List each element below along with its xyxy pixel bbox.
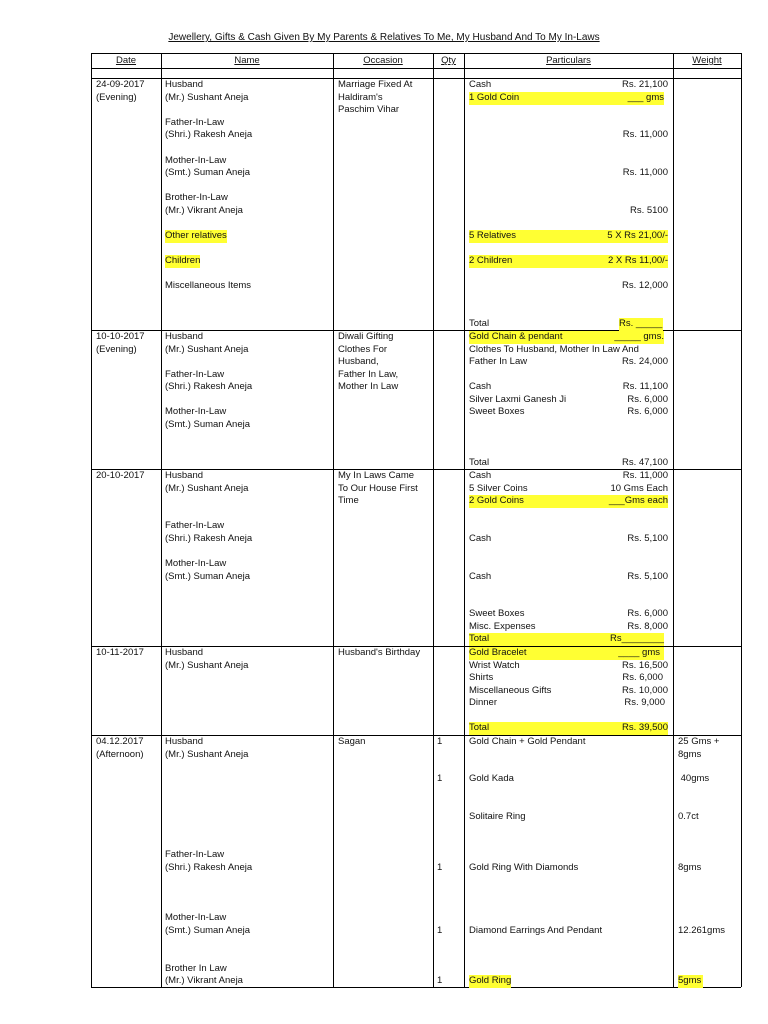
row1-date-time: (Evening) bbox=[96, 92, 137, 103]
row5-weight-4: 8gms bbox=[678, 862, 702, 873]
row3-total-label: Total bbox=[469, 633, 490, 644]
row1-name-mother-full: (Smt.) Suman Aneja bbox=[165, 167, 251, 178]
row3-amount-cash-mother: Rs. 5,100 bbox=[627, 571, 668, 582]
row5-qty-1: 1 bbox=[437, 736, 443, 747]
row4-particular-watch: Wrist Watch bbox=[469, 660, 520, 671]
row3-particular-sweets: Sweet Boxes bbox=[469, 608, 525, 619]
column-divider-occasion-qty bbox=[433, 53, 434, 987]
header-weight: Weight bbox=[692, 55, 722, 66]
row4-bracelet-amount: ____ gms bbox=[618, 647, 660, 658]
row2-particular-gold-chain bbox=[469, 331, 664, 344]
row1-children-amount: 2 X Rs 11,00/- bbox=[607, 255, 668, 266]
row5-name-husband-full: (Mr.) Sushant Aneja bbox=[165, 749, 249, 760]
row5-name-brother-full: (Mr.) Vikrant Aneja bbox=[165, 975, 243, 986]
row1-name-husband: Husband bbox=[165, 79, 204, 90]
row2-occasion-line4: Father In Law, bbox=[338, 369, 399, 380]
row5-particular-5: Diamond Earrings And Pendant bbox=[469, 925, 603, 936]
row3-amount-silver-coins: 10 Gms Each bbox=[610, 483, 668, 494]
row3-particular-cash-mother: Cash bbox=[469, 571, 492, 582]
row3-particular-cash: Cash bbox=[469, 470, 492, 481]
row5-date-time: (Afternoon) bbox=[96, 749, 144, 760]
row3-occasion-line2: To Our House First bbox=[338, 483, 418, 494]
row2-name-father: Father-In-Law bbox=[165, 369, 225, 380]
table-border-top bbox=[91, 53, 741, 54]
row1-amount-father: Rs. 11,000 bbox=[622, 129, 668, 140]
row5-particular-4: Gold Ring With Diamonds bbox=[469, 862, 579, 873]
row2-total-label: Total bbox=[469, 457, 490, 468]
row5-particular-1: Gold Chain + Gold Pendant bbox=[469, 736, 586, 747]
header-occasion: Occasion bbox=[363, 55, 403, 66]
row5-particular-6: Gold Ring bbox=[469, 975, 512, 986]
row3-name-husband: Husband bbox=[165, 470, 204, 481]
header-particulars: Particulars bbox=[546, 55, 591, 66]
row1-relatives-amount: 5 X Rs 21,00/- bbox=[607, 230, 668, 241]
row2-name-mother: Mother-In-Law bbox=[165, 406, 227, 417]
row5-particular-2: Gold Kada bbox=[469, 773, 514, 784]
row5-weight-3: 0.7ct bbox=[678, 811, 699, 822]
row2-name-husband-full: (Mr.) Sushant Aneja bbox=[165, 344, 249, 355]
row2-occasion-line1: Diwali Gifting bbox=[338, 331, 394, 342]
row3-particular-silver-coins: 5 Silver Coins bbox=[469, 483, 528, 494]
row1-amount-brother: Rs. 5100 bbox=[629, 205, 668, 216]
row4-total bbox=[469, 722, 668, 735]
header-name: Name bbox=[234, 55, 260, 66]
row5-qty-6: 1 bbox=[437, 975, 443, 986]
row1-amount-misc: Rs. 12,000 bbox=[622, 280, 668, 291]
row1-occasion-line1: Marriage Fixed At bbox=[338, 79, 413, 90]
row2-total-amount: Rs. 47,100 bbox=[622, 457, 668, 468]
row1-name-brother-full: (Mr.) Vikrant Aneja bbox=[165, 205, 243, 216]
row3-amount-misc: Rs. 8,000 bbox=[627, 621, 668, 632]
row1-name-misc: Miscellaneous Items bbox=[165, 280, 252, 291]
column-divider-particulars-weight bbox=[673, 53, 674, 987]
row5-weight-6: 5gms bbox=[678, 975, 702, 986]
row5-weight-5: 12.261gms bbox=[678, 925, 726, 936]
row3-particular-cash-father: Cash bbox=[469, 533, 492, 544]
row5-name-father: Father-In-Law bbox=[165, 849, 225, 860]
row3-amount-cash: Rs. 11,000 bbox=[622, 470, 668, 481]
row5-qty-4: 1 bbox=[437, 862, 443, 873]
row1-gold-coin-amount: ___ gms bbox=[627, 92, 664, 103]
row2-date: 10-10-2017 bbox=[96, 331, 145, 342]
row3-gold-coins-label: 2 Gold Coins bbox=[469, 495, 524, 506]
row2-name-mother-full: (Smt.) Suman Aneja bbox=[165, 419, 251, 430]
row3-particular-misc: Misc. Expenses bbox=[469, 621, 536, 632]
row1-total-label: Total bbox=[469, 318, 490, 329]
row2-particular-silver: Silver Laxmi Ganesh Ji bbox=[469, 394, 567, 405]
row5-name-brother: Brother In Law bbox=[165, 963, 227, 974]
row4-name-husband-full: (Mr.) Sushant Aneja bbox=[165, 660, 249, 671]
row4-particular-misc: Miscellaneous Gifts bbox=[469, 685, 552, 696]
table-border-right bbox=[741, 53, 742, 987]
row2-particular-father-clothes: Father In Law bbox=[469, 356, 528, 367]
row5-occasion: Sagan bbox=[338, 736, 366, 747]
column-divider-qty-particulars bbox=[464, 53, 465, 987]
row4-particular-dinner: Dinner bbox=[469, 697, 497, 708]
row3-total-amount: Rs________ bbox=[610, 633, 664, 644]
row1-occasion-line3: Paschim Vihar bbox=[338, 104, 400, 115]
row5-name-mother: Mother-In-Law bbox=[165, 912, 227, 923]
row3-amount-sweets: Rs. 6,000 bbox=[627, 608, 668, 619]
table-border-left bbox=[91, 53, 92, 987]
row2-particular-sweets: Sweet Boxes bbox=[469, 406, 525, 417]
row5-weight-1: 25 Gms + bbox=[678, 736, 720, 747]
row5-qty-5: 1 bbox=[437, 925, 443, 936]
row2-occasion-line5: Mother In Law bbox=[338, 381, 399, 392]
row4-total-amount: Rs. 39,500 bbox=[622, 722, 668, 733]
document-title: Jewellery, Gifts & Cash Given By My Parents & Relatives To Me, My Husband And To My In-Laws bbox=[168, 32, 600, 43]
row4-name-husband: Husband bbox=[165, 647, 204, 658]
row5-name-mother-full: (Smt.) Suman Aneja bbox=[165, 925, 251, 936]
row5-weight-1b: 8gms bbox=[678, 749, 702, 760]
row1-particular-relatives bbox=[469, 230, 668, 243]
row1-name-other-relatives: Other relatives bbox=[165, 230, 227, 241]
row4-amount-misc: Rs. 10,000 bbox=[622, 685, 668, 696]
row5-name-husband: Husband bbox=[165, 736, 204, 747]
row4-occasion: Husband's Birthday bbox=[338, 647, 421, 658]
row2-gold-chain-label: Gold Chain & pendant bbox=[469, 331, 563, 342]
row1-total-amount: Rs. _____ bbox=[619, 318, 663, 329]
row2-name-father-full: (Shri.) Rakesh Aneja bbox=[165, 381, 253, 392]
row3-name-mother: Mother-In-Law bbox=[165, 558, 227, 569]
row2-particular-cash: Cash bbox=[469, 381, 492, 392]
row3-total bbox=[469, 633, 664, 646]
row5-name-father-full: (Shri.) Rakesh Aneja bbox=[165, 862, 253, 873]
row1-gold-coin-label: 1 Gold Coin bbox=[469, 92, 520, 103]
row5-date: 04.12.2017 bbox=[96, 736, 144, 747]
row3-occasion-line1: My In Laws Came bbox=[338, 470, 415, 481]
header-date: Date bbox=[115, 55, 137, 66]
row3-occasion-line3: Time bbox=[338, 495, 359, 506]
row2-name-husband: Husband bbox=[165, 331, 204, 342]
row1-particular-cash: Cash bbox=[469, 79, 492, 90]
row1-children-label: 2 Children bbox=[469, 255, 513, 266]
header-qty: Qty bbox=[441, 55, 456, 66]
row4-amount-shirts: Rs. 6,000 bbox=[622, 672, 663, 683]
row5-particular-3: Solitaire Ring bbox=[469, 811, 526, 822]
row1-amount-cash: Rs. 21,100 bbox=[622, 79, 668, 90]
row2-amount-cash: Rs. 11,100 bbox=[622, 381, 668, 392]
row1-name-father: Father-In-Law bbox=[165, 117, 225, 128]
row5-weight-2: 40gms bbox=[678, 773, 710, 784]
column-divider-date-name bbox=[161, 53, 162, 987]
row4-amount-watch: Rs. 16,500 bbox=[622, 660, 668, 671]
row1-relatives-label: 5 Relatives bbox=[469, 230, 516, 241]
row1-date: 24-09-2017 bbox=[96, 79, 145, 90]
row4-particular-bracelet bbox=[469, 647, 664, 660]
row3-date: 20-10-2017 bbox=[96, 470, 145, 481]
row2-gold-chain-amount: _____ gms. bbox=[614, 331, 664, 342]
row3-name-mother-full: (Smt.) Suman Aneja bbox=[165, 571, 251, 582]
row3-name-husband-full: (Mr.) Sushant Aneja bbox=[165, 483, 249, 494]
row4-date: 10-11-2017 bbox=[96, 647, 144, 658]
row1-name-children: Children bbox=[165, 255, 201, 266]
row2-particular-clothes: Clothes To Husband, Mother In Law And bbox=[469, 344, 639, 355]
row1-particular-children bbox=[469, 255, 668, 268]
row3-amount-cash-father: Rs. 5,100 bbox=[627, 533, 668, 544]
row3-gold-coins-amount: ___Gms each bbox=[608, 495, 668, 506]
row3-name-father: Father-In-Law bbox=[165, 520, 225, 531]
row4-total-label: Total bbox=[469, 722, 490, 733]
row1-occasion-line2: Haldiram's bbox=[338, 92, 383, 103]
header-row-divider bbox=[91, 68, 741, 69]
row2-occasion-line2: Clothes For bbox=[338, 344, 388, 355]
row1-name-brother: Brother-In-Law bbox=[165, 192, 228, 203]
row2-amount-sweets: Rs. 6,000 bbox=[627, 406, 668, 417]
row1-name-husband-full: (Mr.) Sushant Aneja bbox=[165, 92, 249, 103]
row1-amount-mother: Rs. 11,000 bbox=[622, 167, 668, 178]
column-divider-name-occasion bbox=[333, 53, 334, 987]
row3-name-father-full: (Shri.) Rakesh Aneja bbox=[165, 533, 253, 544]
row4-bracelet-label: Gold Bracelet bbox=[469, 647, 527, 658]
row2-occasion-line3: Husband, bbox=[338, 356, 379, 367]
row1-name-mother: Mother-In-Law bbox=[165, 155, 227, 166]
row4-amount-dinner: Rs. 9,000 bbox=[624, 697, 665, 708]
row5-qty-2: 1 bbox=[437, 773, 443, 784]
row2-amount-silver: Rs. 6,000 bbox=[627, 394, 668, 405]
row1-name-father-full: (Shri.) Rakesh Aneja bbox=[165, 129, 253, 140]
row2-date-time: (Evening) bbox=[96, 344, 137, 355]
row2-amount-clothes: Rs. 24,000 bbox=[622, 356, 668, 367]
row3-particular-gold-coins bbox=[469, 495, 668, 508]
row1-particular-gold-coin bbox=[469, 92, 664, 105]
row4-particular-shirts: Shirts bbox=[469, 672, 494, 683]
